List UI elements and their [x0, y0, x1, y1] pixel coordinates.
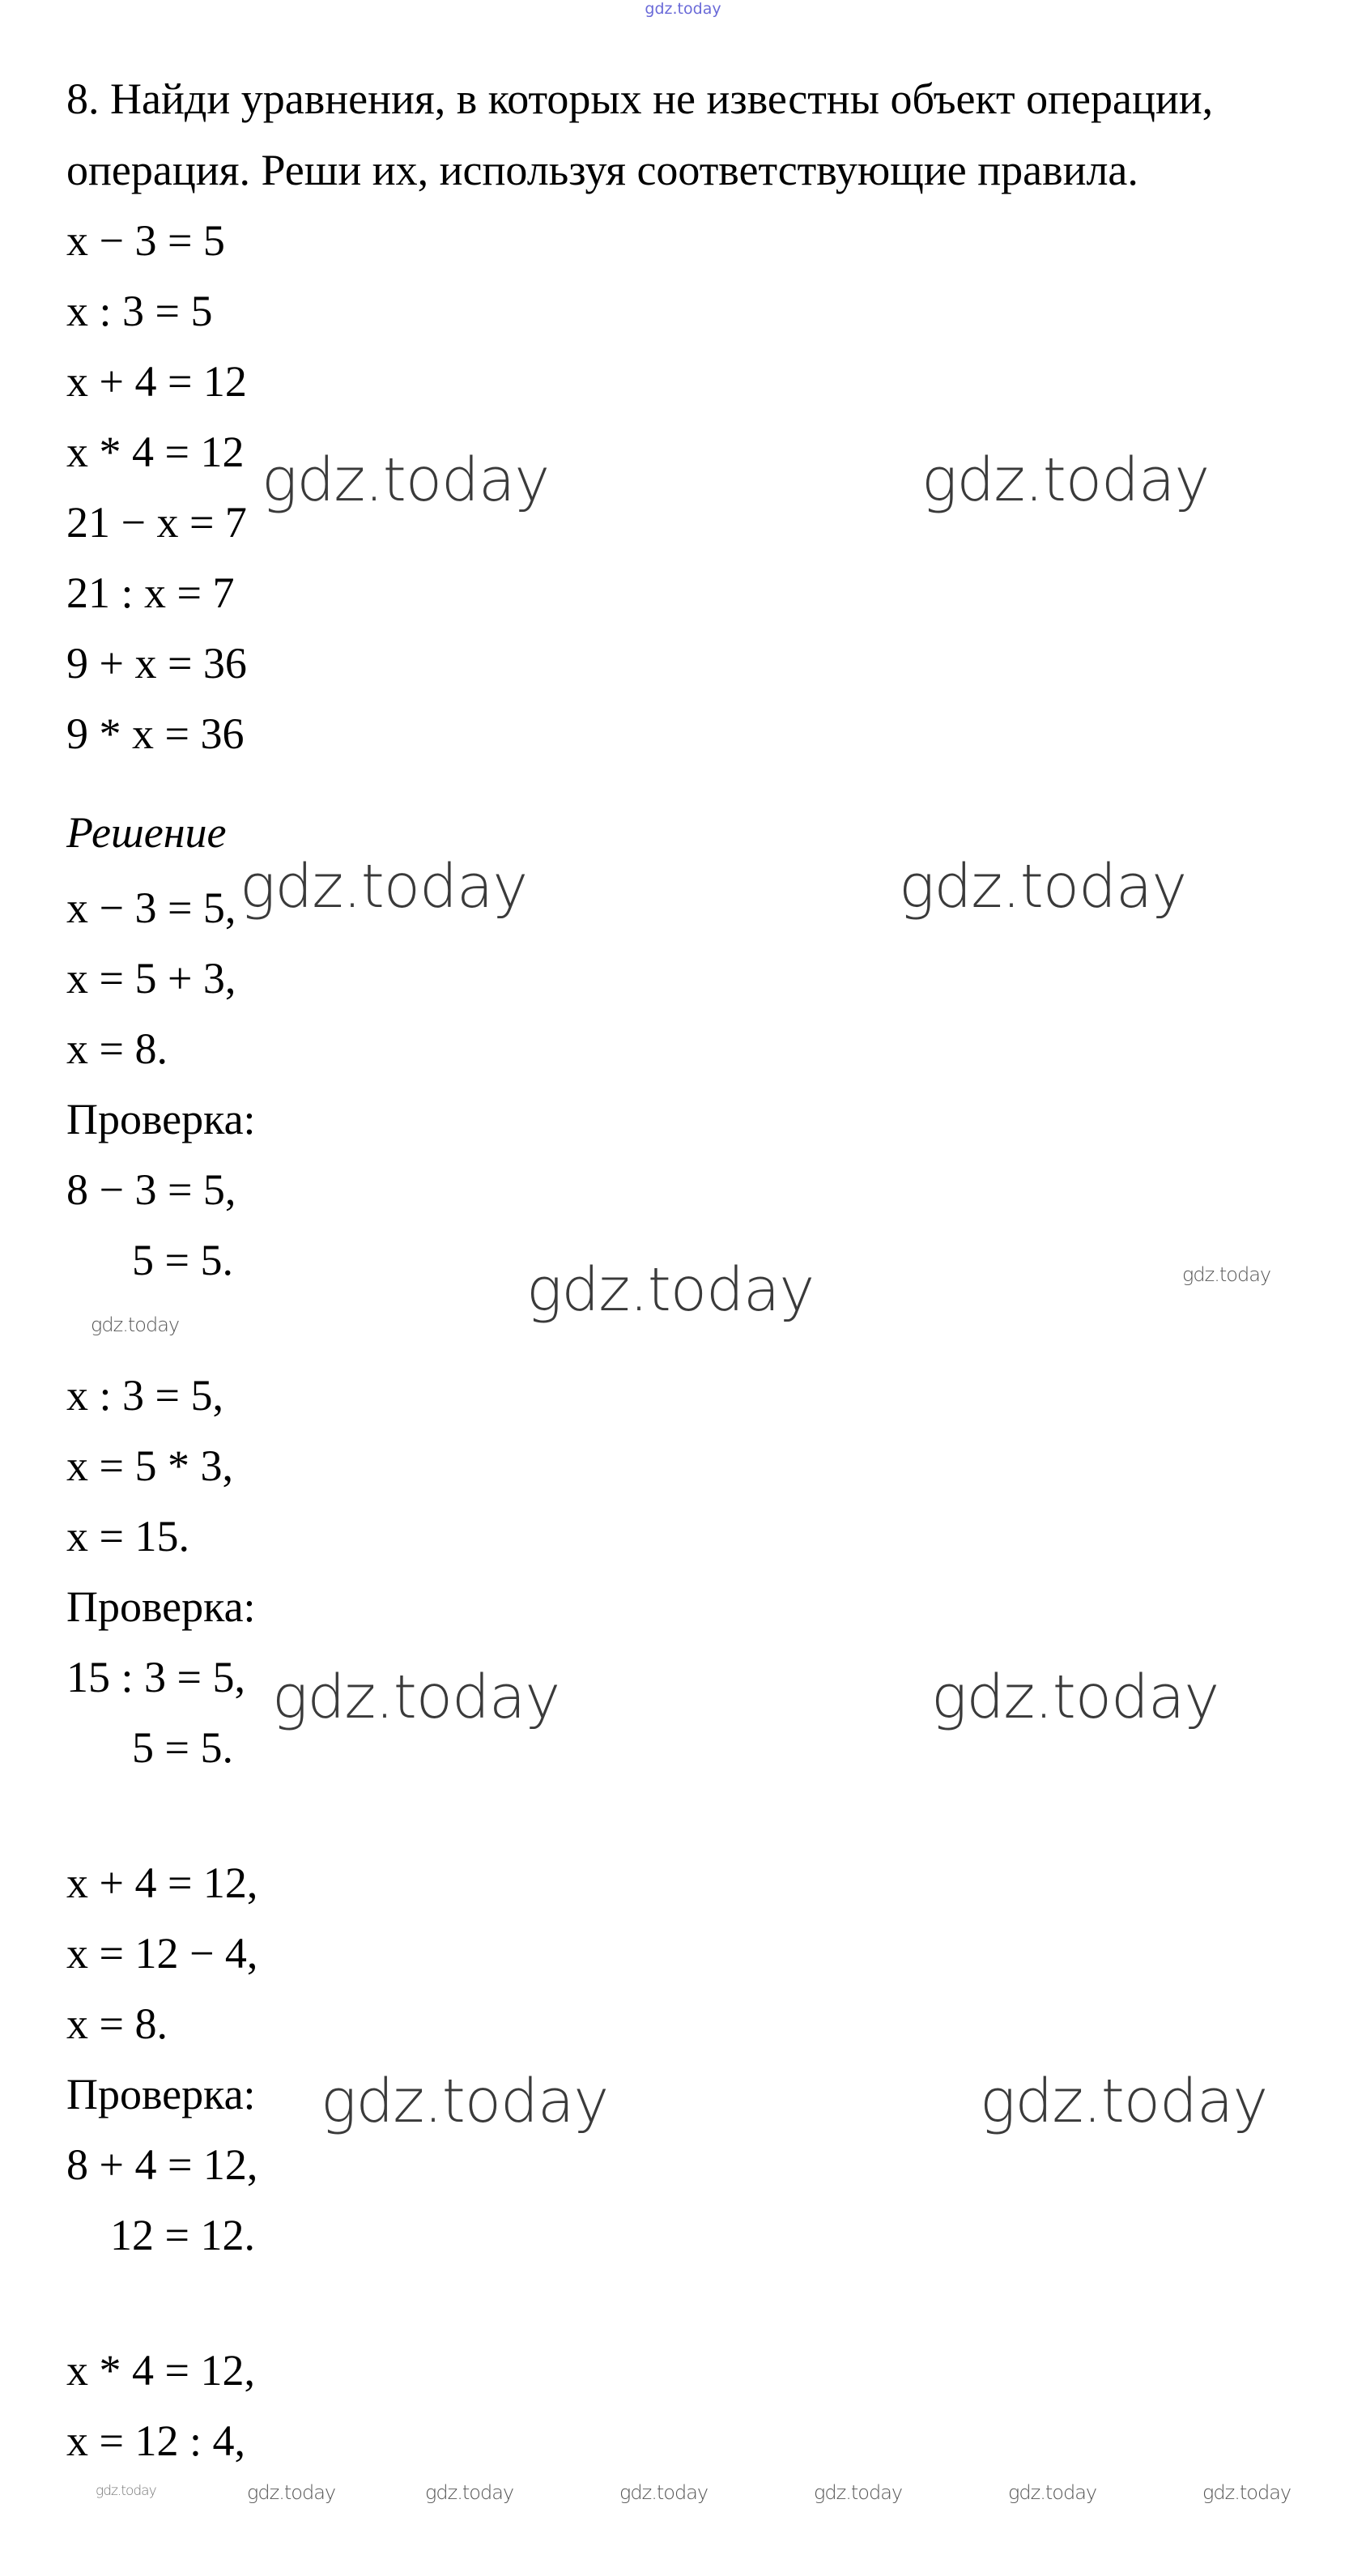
- equation: 9 + x = 36: [66, 639, 247, 688]
- header-watermark: gdz.today: [645, 0, 721, 18]
- watermark: gdz.today: [96, 2483, 156, 2499]
- equation: 9 * x = 36: [66, 709, 245, 758]
- check-label: Проверка:: [66, 1095, 256, 1143]
- watermark: gdz.today: [321, 2067, 609, 2136]
- solution-line: 5 = 5.: [66, 1723, 233, 1772]
- solution-line: 15 : 3 = 5,: [66, 1653, 245, 1701]
- solution-line: x = 15.: [66, 1512, 189, 1561]
- solution-line: x = 5 + 3,: [66, 954, 236, 1003]
- solution-line: x : 3 = 5,: [66, 1371, 223, 1420]
- solution-line: x − 3 = 5,: [66, 884, 236, 932]
- watermark: gdz.today: [425, 2481, 514, 2504]
- task-line-2: операция. Реши их, используя соответствующие правила.: [66, 146, 1138, 194]
- task-statement: [66, 63, 1330, 206]
- solution-block-4: [66, 2335, 1330, 2476]
- solution-line: x + 4 = 12,: [66, 1859, 258, 1907]
- watermark: gdz.today: [814, 2481, 903, 2504]
- task-line-1: 8. Найди уравнения, в которых не известны объект операции,: [66, 75, 1214, 123]
- solution-line: x * 4 = 12,: [66, 2346, 255, 2395]
- watermark: gdz.today: [619, 2481, 709, 2504]
- watermark: gdz.today: [240, 852, 528, 922]
- solution-line: 8 − 3 = 5,: [66, 1165, 236, 1214]
- watermark: gdz.today: [272, 1663, 560, 1732]
- watermark: gdz.today: [526, 1255, 815, 1325]
- check-label: Проверка:: [66, 2070, 256, 2118]
- equation: x : 3 = 5: [66, 287, 213, 335]
- solution-line: 8 + 4 = 12,: [66, 2140, 258, 2189]
- solution-line: x = 8.: [66, 1999, 168, 2048]
- watermark: gdz.today: [91, 1314, 180, 1336]
- equation: x * 4 = 12: [66, 428, 245, 476]
- watermark: gdz.today: [980, 2067, 1268, 2136]
- solution-line: x = 8.: [66, 1024, 168, 1073]
- watermark: gdz.today: [899, 852, 1187, 922]
- solution-block-1: [66, 873, 1330, 1296]
- watermark: gdz.today: [247, 2481, 336, 2504]
- watermark: gdz.today: [1182, 1263, 1271, 1286]
- equation: x + 4 = 12: [66, 357, 247, 406]
- equation: x − 3 = 5: [66, 216, 225, 265]
- equation: 21 : x = 7: [66, 568, 235, 617]
- check-label: Проверка:: [66, 1582, 256, 1631]
- solution-heading: Решение: [66, 808, 227, 857]
- solution-line: x = 12 : 4,: [66, 2416, 245, 2465]
- solution-line: 12 = 12.: [66, 2211, 255, 2259]
- solution-line: x = 12 − 4,: [66, 1929, 258, 1978]
- solution-line: x = 5 * 3,: [66, 1441, 233, 1490]
- solution-line: 5 = 5.: [66, 1236, 233, 1284]
- watermark: gdz.today: [262, 445, 550, 515]
- watermark: gdz.today: [921, 445, 1210, 515]
- solution-block-3: [66, 1848, 1330, 2271]
- watermark: gdz.today: [1008, 2481, 1097, 2504]
- watermark: gdz.today: [931, 1663, 1219, 1732]
- equation: 21 − x = 7: [66, 498, 247, 547]
- watermark: gdz.today: [1202, 2481, 1292, 2504]
